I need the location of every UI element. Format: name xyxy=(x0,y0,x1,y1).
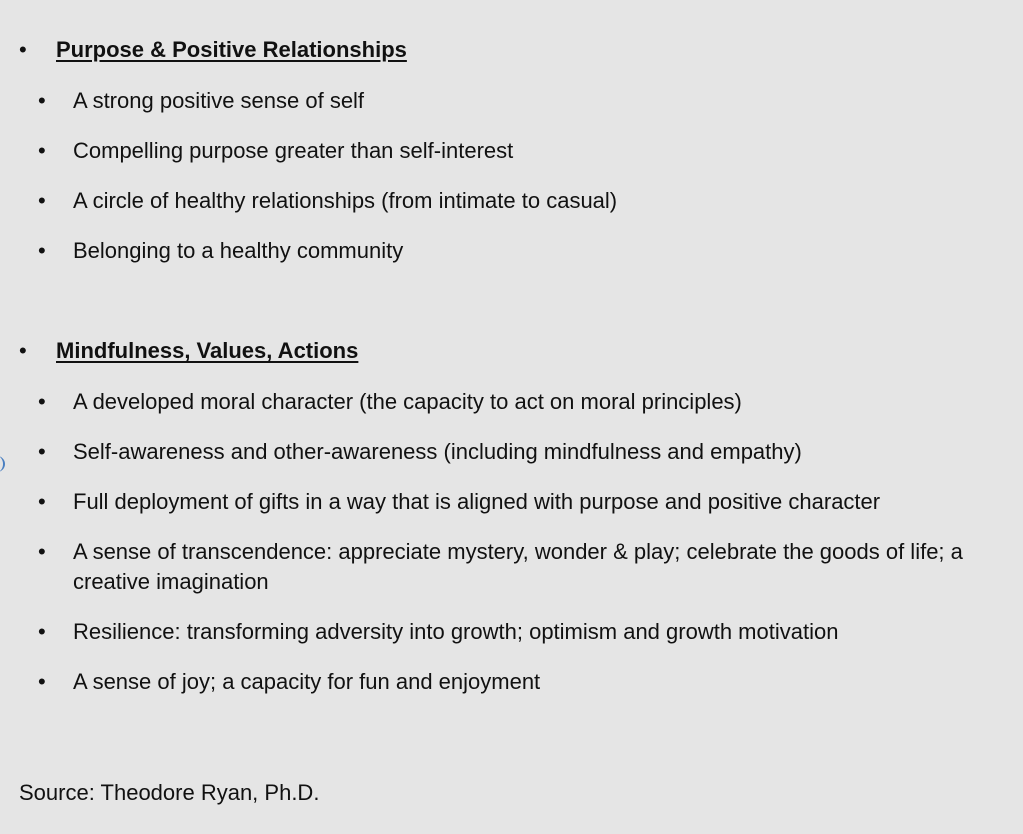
list-item-text: Resilience: transforming adversity into growth; optimism and growth motivation xyxy=(73,619,839,644)
list-item-text: A circle of healthy relationships (from intimate to casual) xyxy=(73,188,618,213)
list-item xyxy=(0,236,1023,266)
list-item xyxy=(0,617,1023,647)
bullet-icon: • xyxy=(38,188,46,213)
bullet-icon: • xyxy=(19,338,27,363)
bullet-icon: • xyxy=(38,539,46,564)
bullet-icon: • xyxy=(38,619,46,644)
section-heading-row xyxy=(0,337,1023,367)
list-item xyxy=(0,387,1023,417)
list-item-text: Compelling purpose greater than self-interest xyxy=(73,138,514,163)
bullet-icon: • xyxy=(38,669,46,694)
list-item-text: A sense of transcendence: appreciate mystery, wonder & play; celebrate the goods of life; a creative imagination xyxy=(73,539,963,594)
list-item xyxy=(0,667,1023,697)
list-item-text: A developed moral character (the capacity to act on moral principles) xyxy=(73,389,742,414)
list-item-text: Full deployment of gifts in a way that is aligned with purpose and positive character xyxy=(73,489,881,514)
bullet-icon: • xyxy=(38,238,46,263)
bullet-icon: • xyxy=(38,489,46,514)
bullet-icon: • xyxy=(38,88,46,113)
section-heading-row xyxy=(0,36,1023,66)
list-item xyxy=(0,437,1023,467)
bullet-icon: • xyxy=(38,389,46,414)
list-item xyxy=(0,86,1023,116)
section-heading: Purpose & Positive Relationships xyxy=(56,37,407,62)
bullet-icon: • xyxy=(19,37,27,62)
list-item-text: A sense of joy; a capacity for fun and enjoyment xyxy=(73,669,541,694)
bullet-icon: • xyxy=(38,439,46,464)
section-purpose-relationships xyxy=(0,36,1023,286)
bullet-icon: • xyxy=(38,138,46,163)
section-heading: Mindfulness, Values, Actions xyxy=(56,338,359,363)
list-item xyxy=(0,487,1023,517)
list-item xyxy=(0,136,1023,166)
list-item-text: Belonging to a healthy community xyxy=(73,238,404,263)
list-item xyxy=(0,186,1023,216)
section-mindfulness-values-actions xyxy=(0,337,1023,717)
list-item-text: Self-awareness and other-awareness (including mindfulness and empathy) xyxy=(73,439,802,464)
list-item xyxy=(0,537,1023,597)
list-item-text: A strong positive sense of self xyxy=(73,88,365,113)
source-citation: Source: Theodore Ryan, Ph.D. xyxy=(19,780,320,805)
